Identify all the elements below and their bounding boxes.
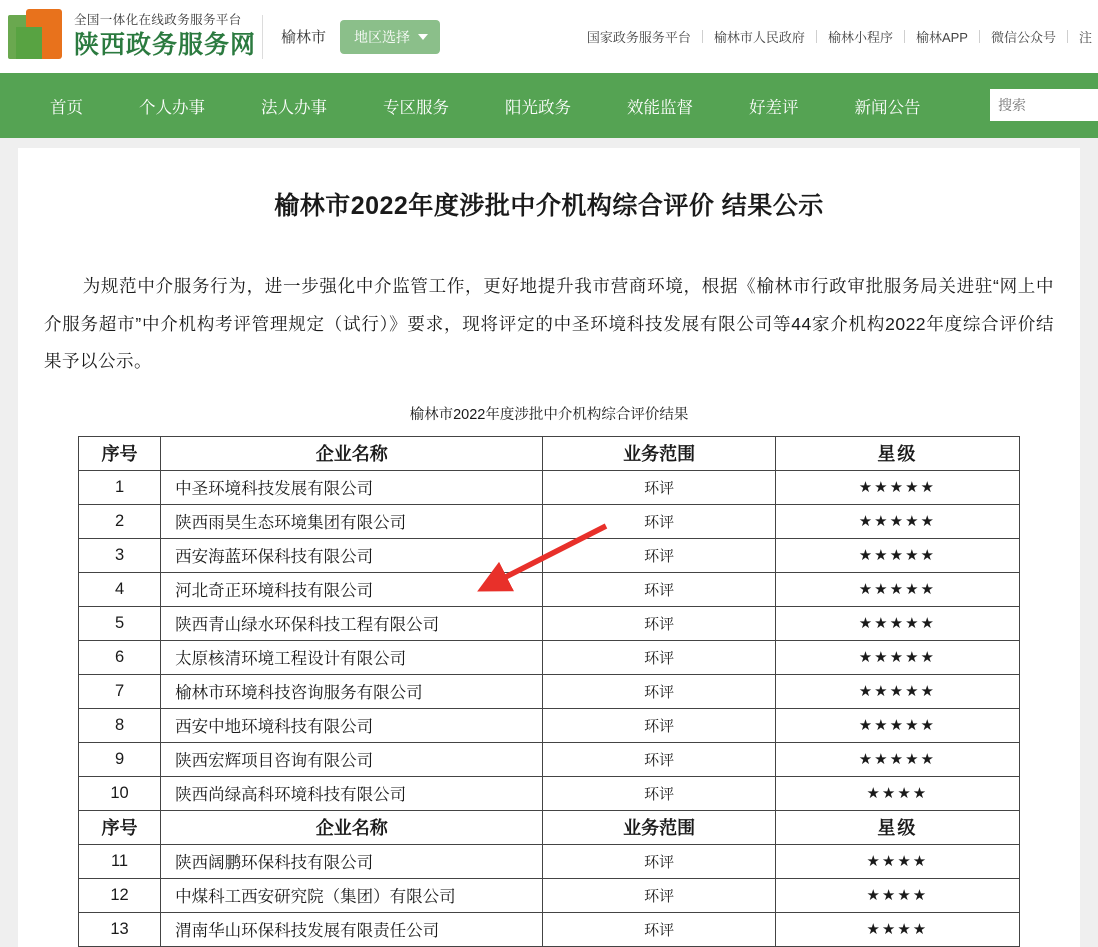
table-row (79, 742, 1020, 776)
table-row (79, 912, 1020, 946)
cell-company: 陕西阔鹏环保科技有限公司 (161, 844, 543, 878)
cell-scope: 环评 (543, 878, 775, 912)
cell-company: 陕西宏辉项目咨询有限公司 (161, 742, 543, 776)
table-row (79, 844, 1020, 878)
cell-scope: 环评 (543, 708, 775, 742)
cell-scope: 环评 (543, 504, 775, 538)
header-divider (262, 15, 263, 59)
cell-index: 11 (79, 844, 161, 878)
table-caption: 榆林市2022年度涉批中介机构综合评价结果 (409, 406, 689, 423)
article-card (18, 148, 1080, 947)
chevron-down-icon (418, 34, 428, 40)
cell-company: 榆林市环境科技咨询服务有限公司 (161, 674, 543, 708)
cell-star: ★★★★★ (775, 742, 1019, 776)
cell-star: ★★★★★ (775, 470, 1019, 504)
table-header-row-repeat (79, 810, 1020, 844)
cell-company: 中煤科工西安研究院（集团）有限公司 (161, 878, 543, 912)
cell-scope: 环评 (543, 606, 775, 640)
cell-star: ★★★★★ (775, 708, 1019, 742)
cell-company: 中圣环境科技发展有限公司 (161, 470, 543, 504)
site-logo[interactable] (0, 9, 256, 65)
logo-text (74, 14, 256, 59)
cell-index: 1 (79, 470, 161, 504)
current-city-label: 榆林市 (281, 29, 327, 46)
evaluation-results-table (78, 436, 1020, 947)
paragraph-text: 为规范中介服务行为，进一步强化中介监管工作，更好地提升我市营商环境，根据《榆林市行政审批服务局关进驻“网上中介服务超市”中介机构考评管理规定（试行）》要求，现将评定的中圣环境科技发展有限公司等44家介机构2022年度综合评价结果予以公示。 (44, 276, 1054, 372)
cell-star: ★★★★★ (775, 538, 1019, 572)
cell-index: 13 (79, 912, 161, 946)
cell-company: 陕西雨昊生态环境集团有限公司 (161, 504, 543, 538)
logo-title: 陕西政务服务网 (74, 30, 257, 59)
nav-item-legal-entity[interactable]: 法人办事 (261, 98, 327, 117)
column-header-index: 序号 (79, 436, 161, 470)
nav-item-zone-service[interactable]: 专区服务 (383, 98, 449, 117)
cell-star: ★★★★ (775, 776, 1019, 810)
header-link-national-platform[interactable]: 国家政务服务平台 (586, 30, 691, 45)
table-row (79, 572, 1020, 606)
nav-item-list (0, 94, 949, 118)
cell-company: 太原核清环境工程设计有限公司 (161, 640, 543, 674)
table-body (79, 436, 1020, 946)
cell-company: 渭南华山环保科技发展有限责任公司 (161, 912, 543, 946)
table-row (79, 776, 1020, 810)
article-paragraph (44, 268, 1054, 381)
nav-item-efficiency-supervision[interactable]: 效能监督 (627, 98, 693, 117)
table-row (79, 674, 1020, 708)
cell-index: 6 (79, 640, 161, 674)
header-link-city-government[interactable]: 榆林市人民政府 (713, 30, 805, 45)
nav-item-home[interactable]: 首页 (50, 98, 83, 117)
column-header-star: 星级 (775, 810, 1019, 844)
cell-company: 西安中地环境科技有限公司 (161, 708, 543, 742)
cell-star: ★★★★★ (775, 504, 1019, 538)
cell-star: ★★★★★ (775, 674, 1019, 708)
cell-star: ★★★★★ (775, 640, 1019, 674)
table-row (79, 538, 1020, 572)
table-row (79, 640, 1020, 674)
cell-index: 10 (79, 776, 161, 810)
cell-company: 河北奇正环境科技有限公司 (161, 572, 543, 606)
cell-scope: 环评 (543, 572, 775, 606)
column-header-company: 企业名称 (161, 810, 543, 844)
cell-index: 2 (79, 504, 161, 538)
cell-index: 12 (79, 878, 161, 912)
logo-mark-icon (8, 9, 64, 65)
table-header-row (79, 436, 1020, 470)
table-row (79, 504, 1020, 538)
cell-scope: 环评 (543, 912, 775, 946)
nav-item-sunshine-gov[interactable]: 阳光政务 (505, 98, 571, 117)
header-link-app[interactable]: 榆林APP (915, 30, 968, 45)
cell-index: 8 (79, 708, 161, 742)
column-header-star: 星级 (775, 436, 1019, 470)
cell-scope: 环评 (543, 538, 775, 572)
header-link-register[interactable]: 注 (1078, 30, 1092, 45)
table-row (79, 606, 1020, 640)
column-header-scope: 业务范围 (543, 810, 775, 844)
site-header (0, 0, 1098, 73)
column-header-index: 序号 (79, 810, 161, 844)
logo-subtitle: 全国一体化在线政务服务平台 (74, 12, 242, 27)
search-input[interactable] (990, 89, 1098, 121)
cell-company: 西安海蓝环保科技有限公司 (161, 538, 543, 572)
cell-scope: 环评 (543, 844, 775, 878)
region-select-button[interactable] (340, 20, 440, 54)
cell-star: ★★★★ (775, 912, 1019, 946)
header-links (576, 27, 1098, 46)
table-row (79, 708, 1020, 742)
cell-star: ★★★★ (775, 844, 1019, 878)
nav-item-news[interactable]: 新闻公告 (854, 98, 921, 117)
cell-star: ★★★★ (775, 878, 1019, 912)
column-header-scope: 业务范围 (543, 436, 775, 470)
table-row (79, 470, 1020, 504)
cell-index: 3 (79, 538, 161, 572)
column-header-company: 企业名称 (161, 436, 543, 470)
cell-company: 陕西青山绿水环保科技工程有限公司 (161, 606, 543, 640)
cell-scope: 环评 (543, 640, 775, 674)
cell-company: 陕西尚绿高科环境科技有限公司 (161, 776, 543, 810)
header-link-miniprogram[interactable]: 榆林小程序 (827, 30, 893, 45)
cell-index: 4 (79, 572, 161, 606)
cell-index: 5 (79, 606, 161, 640)
cell-index: 7 (79, 674, 161, 708)
cell-scope: 环评 (543, 470, 775, 504)
cell-star: ★★★★★ (775, 572, 1019, 606)
main-navigation (0, 73, 1098, 138)
cell-scope: 环评 (543, 674, 775, 708)
header-link-wechat[interactable]: 微信公众号 (990, 30, 1056, 45)
cell-star: ★★★★★ (775, 606, 1019, 640)
region-select-label: 地区选择 (354, 28, 411, 45)
cell-scope: 环评 (543, 742, 775, 776)
table-row (79, 878, 1020, 912)
nav-item-personal[interactable]: 个人办事 (139, 98, 205, 117)
cell-index: 9 (79, 742, 161, 776)
page-title: 榆林市2022年度涉批中介机构综合评价 结果公示 (274, 192, 824, 220)
cell-scope: 环评 (543, 776, 775, 810)
nav-item-review[interactable]: 好差评 (749, 98, 799, 117)
